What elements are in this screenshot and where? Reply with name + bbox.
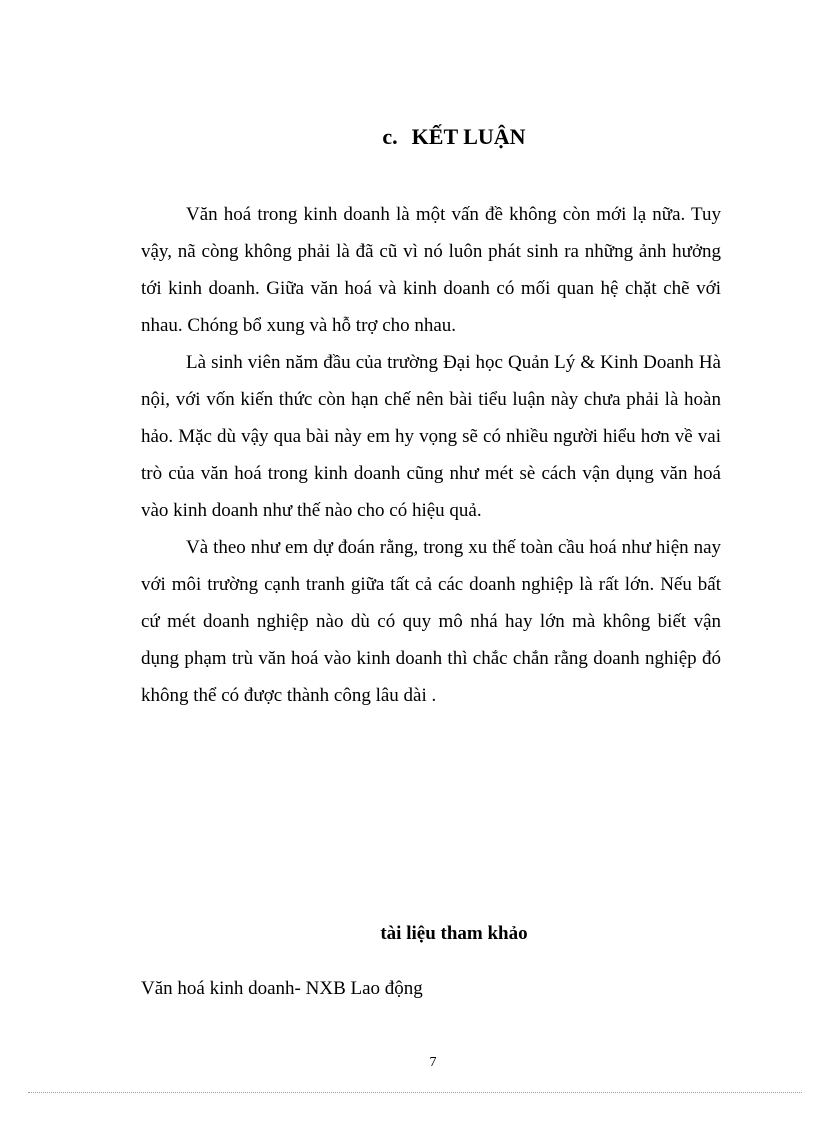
paragraph: Là sinh viên năm đầu của trường Đại học Quản Lý & Kinh Doanh Hà nội, với vốn kiến thức còn hạn chế nên bài tiểu luận này chưa phải là hoàn hảo. Mặc dù vậy qua bài này em hy vọng sẽ có nhiều người hiểu hơn về vai trò của văn hoá trong kinh doanh cũng như mét sè cách vận dụng văn hoá vào kinh doanh như thế nào cho có hiệu quả. xyxy=(141,352,721,521)
paragraph: Và theo như em dự đoán rằng, trong xu thế toàn cầu hoá như hiện nay với môi trường cạnh tranh giữa tất cả các doanh nghiệp là rất lớn. Nếu bất cứ mét doanh nghiệp nào dù có quy mô nhá hay lớn mà không biết vận dụng phạm trù văn hoá vào kinh doanh thì chắc chắn rằng doanh nghiệp đó không thể có được thành công lâu dài . xyxy=(141,537,721,706)
page-number: 7 xyxy=(429,1055,437,1070)
footer-divider xyxy=(28,1092,802,1093)
paragraph: Văn hoá trong kinh doanh là một vấn đề không còn mới lạ nữa. Tuy vậy, nã còng không phải là đã cũ vì nó luôn phát sinh ra những ảnh hưởng tới kinh doanh. Giữa văn hoá và kinh doanh có mối quan hệ chặt chẽ với nhau. Chóng bổ xung và hỗ trợ cho nhau. xyxy=(141,204,721,336)
conclusion-body xyxy=(141,196,721,714)
section-heading xyxy=(0,124,816,150)
references-title: tài liệu tham khảo xyxy=(380,923,528,944)
section-title: KẾT LUẬN xyxy=(411,124,526,149)
section-number: c. xyxy=(382,124,398,149)
reference-item: Văn hoá kinh doanh- NXB Lao động xyxy=(141,978,423,999)
